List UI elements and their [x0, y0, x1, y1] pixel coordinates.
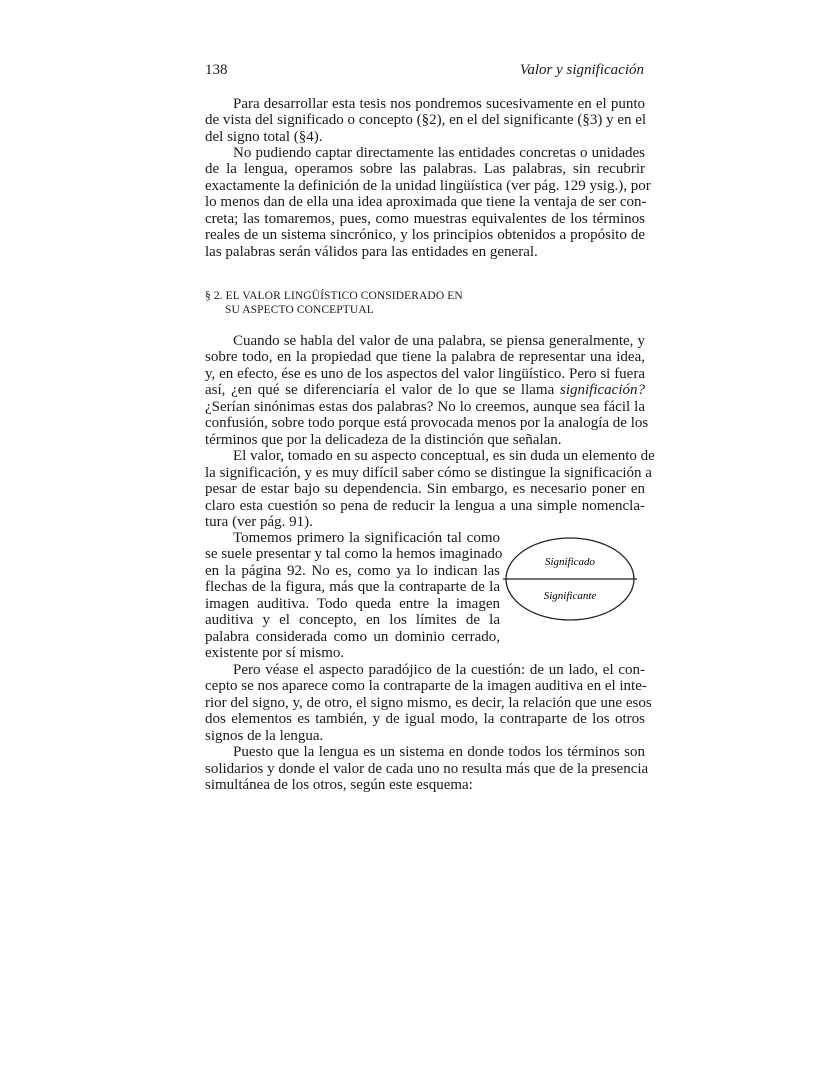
text-line: imagen auditiva. Todo queda entre la imagen [205, 595, 500, 612]
signifier-label: Significante [543, 590, 597, 602]
text-line: del signo total (§4). [205, 128, 323, 145]
paragraph-value [205, 333, 655, 530]
text-line: creta; las tomaremos, pues, como muestras equivalentes de los términos [205, 210, 645, 227]
text-line: y, en efecto, ése es uno de los aspectos del valor lingüístico. Pero si fuera [205, 365, 645, 382]
text-run: así, ¿en qué se diferenciaría el valor de lo que se llama [205, 382, 560, 399]
text-line: sobre todo, en la propiedad que tiene la palabra de representar una idea, [205, 349, 645, 366]
paragraph-thesis [205, 96, 645, 145]
signified-label: Significado [544, 556, 596, 568]
paragraph-signification [205, 530, 503, 662]
text-line: palabra considerada como un dominio cerrado, [205, 628, 500, 645]
text-line: reales de un sistema sincrónico, y los principios obtenidos a propósito de [205, 227, 645, 244]
text-line: exactamente la definición de la unidad lingüística (ver pág. 129 ysig.), por [205, 177, 651, 194]
text-line: signos de la lengua. [205, 727, 324, 744]
italic-term: significación? [560, 382, 645, 399]
text-line: Tomemos primero la significación tal como [233, 530, 500, 546]
text-line: simultánea de los otros, según este esquema: [205, 777, 473, 794]
text-line: flechas de la figura, más que la contraparte de la [205, 579, 500, 596]
text-line: Cuando se habla del valor de una palabra, se piensa generalmente, y [233, 333, 645, 349]
paragraph-words [205, 145, 651, 260]
text-line: Para desarrollar esta tesis nos pondremos sucesivamente en el punto [233, 96, 645, 112]
section-heading-line: § 2. EL VALOR LINGÜÍSTICO CONSIDERADO EN [205, 290, 463, 302]
text-line [205, 382, 645, 398]
text-line: claro esta cuestión so pena de reducir la lengua a una simple nomencla- [205, 497, 645, 514]
text-line: confusión, sobre todo porque está provocada menos por la analogía de los [205, 415, 649, 432]
text-line: términos que por la delicadeza de la distinción que señalan. [205, 431, 562, 448]
text-line: de la lengua, operamos sobre las palabras. Las palabras, sin recubrir [205, 161, 645, 178]
text-line: El valor, tomado en su aspecto conceptual, es sin duda un elemento de [233, 448, 655, 465]
text-line: la significación, y es muy difícil saber cómo se distingue la significación a [205, 464, 652, 481]
running-title: Valor y significación [519, 62, 644, 78]
text-line: rior del signo, y, de otro, el signo mismo, es decir, la relación que une esos [205, 694, 652, 711]
text-line: dos elementos es también, y de igual modo, la contraparte de los otros [205, 711, 645, 728]
text-line: lo menos dan de ella una idea aproximada que tiene la ventaja de ser con- [205, 194, 647, 211]
text-line: Pero véase el aspecto paradójico de la cuestión: de un lado, el con- [233, 662, 645, 678]
page-number: 138 [205, 62, 228, 78]
paragraph-paradox [205, 662, 652, 794]
text-line: solidarios y donde el valor de cada uno no resulta más que de la presencia [205, 760, 649, 777]
section-heading [205, 289, 463, 317]
text-line: cepto se nos aparece como la contraparte de la imagen auditiva en el inte- [205, 678, 647, 695]
text-line: auditiva y el concepto, en los límites de la [205, 612, 500, 629]
text-line: en la página 92. No es, como ya lo indican las [205, 562, 500, 579]
text-line: Puesto que la lengua es un sistema en donde todos los términos son [233, 744, 645, 761]
text-line: tura (ver pág. 91). [205, 513, 313, 530]
text-line: las palabras serán válidos para las entidades en general. [205, 243, 538, 260]
text-line: No pudiendo captar directamente las entidades concretas o unidades [233, 145, 645, 161]
sign-diagram [503, 535, 639, 625]
text-line: ¿Serían sinónimas estas dos palabras? No lo creemos, aunque sea fácil la [205, 398, 645, 415]
text-line: se suele presentar y tal como la hemos imaginado [205, 546, 503, 563]
section-heading-line: SU ASPECTO CONCEPTUAL [225, 304, 374, 316]
text-line: pesar de estar bajo su dependencia. Sin embargo, es necesario poner en [205, 481, 645, 498]
text-line: de vista del significado o concepto (§2), en el del significante (§3) y en el [205, 112, 647, 129]
text-line: existente por sí mismo. [205, 645, 345, 662]
